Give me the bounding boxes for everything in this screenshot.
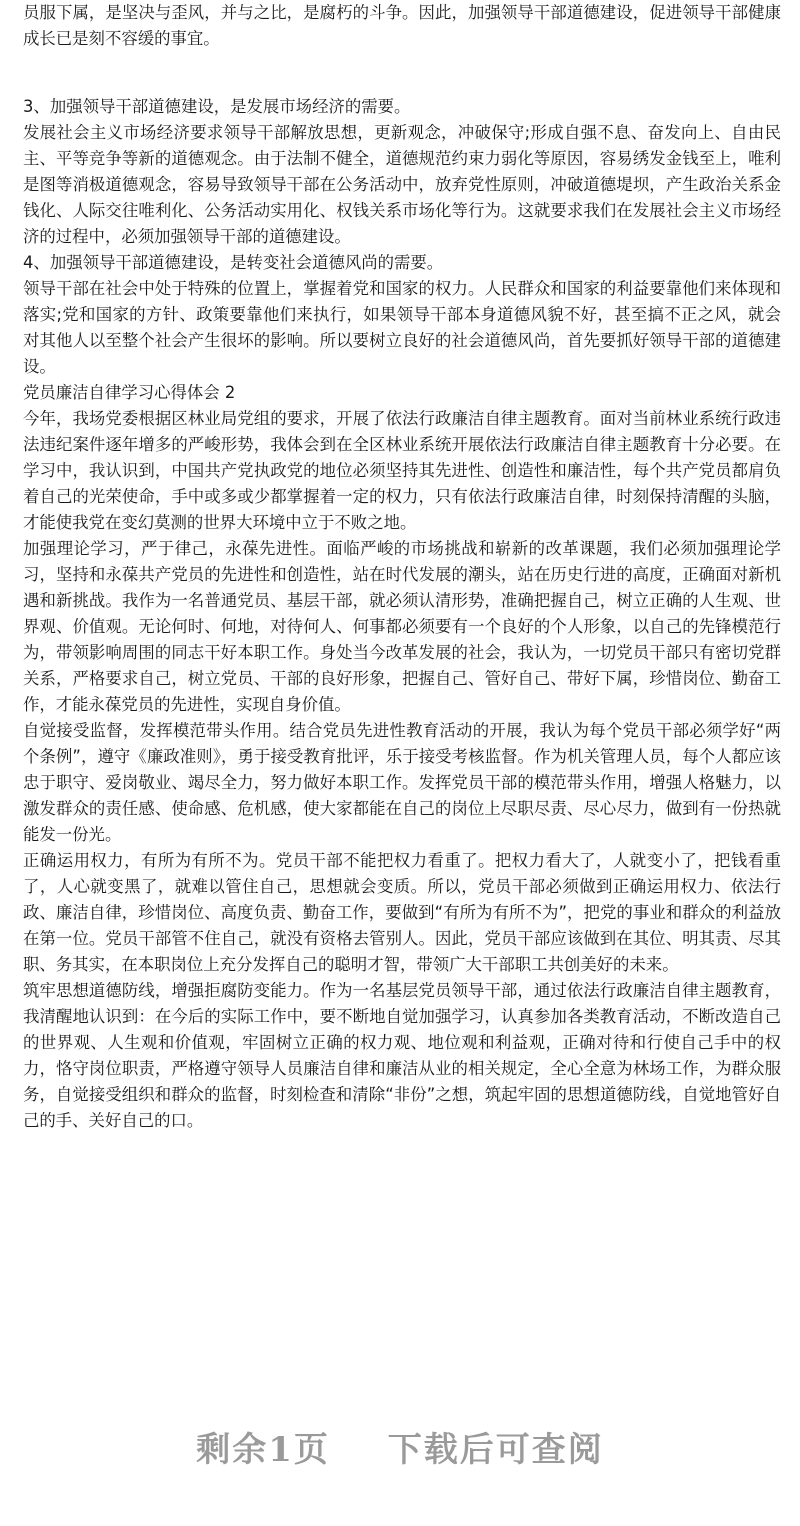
paragraph: 领导干部在社会中处于特殊的位置上，掌握着党和国家的权力。人民群众和国家的利益要靠他们来体现和落实;党和国家的方针、政策要靠他们来执行，如果领导干部本身道德风貌不好，甚至搞不正之风，就会对其他人以至整个社会产生很坏的影响。所以要树立良好的社会道德风尚，首先要抓好领导干部的道德建设。 xyxy=(23,279,781,376)
paragraph: 正确运用权力，有所为有所不为。党员干部不能把权力看重了。把权力看大了，人就变小了，把钱看重了，人心就变黑了，就难以管住自己，思想就会变质。所以，党员干部必须做到正确运用权力、依法行政、廉洁自律，珍惜岗位、高度负责、勤奋工作，要做到“有所为有所不为”，把党的事业和群众的利益放在第一位。党员干部管不住自己，就没有资格去管别人。因此，党员干部应该做到在其位、明其责、尽其职、务其实，在本职岗位上充分发挥自己的聪明才智，带领广大干部职工共创美好的未来。 xyxy=(23,851,781,974)
paragraph: 加强理论学习，严于律己，永葆先进性。面临严峻的市场挑战和崭新的改革课题，我们必须加强理论学习，坚持和永葆共产党员的先进性和创造性，站在时代发展的潮头，站在历史行进的高度，正确面对新机遇和新挑战。我作为一名普通党员、基层干部，就必须认清形势，准确把握自己，树立正确的人生观、世界观、价值观。无论何时、何地，对待何人、何事都必须要有一个良好的个人形象，以自己的先锋模范行为，带领影响周围的同志干好本职工作。身处当今改革发展的社会，我认为，一切党员干部只有密切党群关系，严格要求自己，树立党员、干部的良好形象，把握自己、管好自己、带好下属，珍惜岗位、勤奋工作，才能永葆党员的先进性，实现自身价值。 xyxy=(23,539,781,714)
partial-paragraph: 员服下属，是坚决与歪风，并与之比，是腐朽的斗争。因此，加强领导干部道德建设，促进领导干部健康成长已是刻不容缓的事宜。 xyxy=(23,3,781,48)
download-banner[interactable] xyxy=(0,1422,800,1471)
document-body xyxy=(23,0,781,1134)
remaining-pages-label: 剩余1页 xyxy=(196,1430,330,1470)
paragraph: 今年，我场党委根据区林业局党组的要求，开展了依法行政廉洁自律主题教育。面对当前林业系统行政违法违纪案件逐年增多的严峻形势，我体会到在全区林业系统开展依法行政廉洁自律主题教育十分必要。在学习中，我认识到，中国共产党执政党的地位必须坚持其先进性、创造性和廉洁性，每个共产党员都肩负着自己的光荣使命，手中或多或少都掌握着一定的权力，只有依法行政廉洁自律，时刻保持清醒的头脑，才能使我党在变幻莫测的世界大环境中立于不败之地。 xyxy=(23,409,781,532)
paragraph: 自觉接受监督，发挥模范带头作用。结合党员先进性教育活动的开展，我认为每个党员干部必须学好“两个条例”，遵守《廉政准则》，勇于接受教育批评，乐于接受考核监督。作为机关管理人员，每个人都应该忠于职守、爱岗敬业、竭尽全力，努力做好本职工作。发挥党员干部的模范带头作用，增强人格魅力，以激发群众的责任感、使命感、危机感，使大家都能在自己的岗位上尽职尽责、尽心尽力，做到有一份热就能发一份光。 xyxy=(23,721,781,844)
paragraph: 筑牢思想道德防线，增强拒腐防变能力。作为一名基层党员领导干部，通过依法行政廉洁自律主题教育，我清醒地认识到：在今后的实际工作中，要不断地自觉加强学习，认真参加各类教育活动，不断改造自己的世界观、人生观和价值观，牢固树立正确的权力观、地位观和利益观，正确对待和行使自己手中的权力，恪守岗位职责，严格遵守领导人员廉洁自律和廉洁从业的相关规定，全心全意为林场工作，为群众服务，自觉接受组织和群众的监督，时刻检查和清除“非份”之想，筑起牢固的思想道德防线，自觉地管好自己的手、关好自己的口。 xyxy=(23,981,781,1130)
download-to-view-label[interactable]: 下载后可查阅 xyxy=(387,1430,604,1470)
heading-4: 4、加强领导干部道德建设，是转变社会道德风尚的需要。 xyxy=(23,253,444,272)
paragraph: 发展社会主义市场经济要求领导干部解放思想，更新观念，冲破保守;形成自强不息、奋发向上、自由民主、平等竞争等新的道德观念。由于法制不健全，道德规范约束力弱化等原因，容易绣发金钱至上，唯利是图等消极道德观念，容易导致领导干部在公务活动中，放弃党性原则，冲破道德堤坝，产生政治关系金钱化、人际交往唯利化、公务活动实用化、权钱关系市场化等行为。这就要求我们在发展社会主义市场经济的过程中，必须加强领导干部的道德建设。 xyxy=(23,123,781,246)
heading-3: 3、加强领导干部道德建设，是发展市场经济的需要。 xyxy=(23,97,411,116)
paragraph-gap xyxy=(23,52,781,94)
article-title: 党员廉洁自律学习心得体会 2 xyxy=(23,383,236,402)
